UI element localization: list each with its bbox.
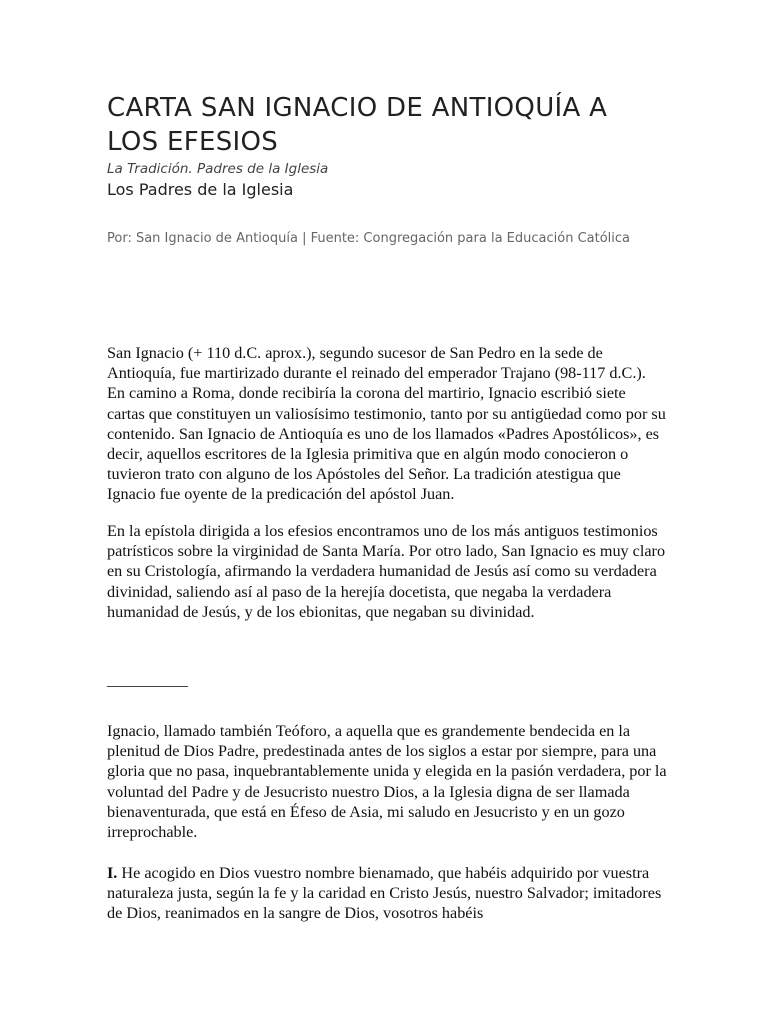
letter-greeting-paragraph: Ignacio, llamado también Teóforo, a aquella que es grandemente bendecida en la plenitud de Dios Padre, predestinada antes de los siglos a estar por siempre, para una gloria que no pasa, inquebrantablemente unida y elegida en la pasión verdadera, por la voluntad del Padre y de Jesucristo nuestro Dios, a la Iglesia digna de ser llamada bienaventurada, que está en Éfeso de Asia, mi saludo en Jesucristo y en un gozo irreprochable. bbox=[107, 722, 667, 842]
intro-paragraph: San Ignacio (+ 110 d.C. aprox.), segundo sucesor de San Pedro en la sede de Antioquía, fue martirizado durante el reinado del emperador Trajano (98-117 d.C.). En camino a Roma, donde recibiría la corona del martirio, Ignacio escribió siete cartas que constituyen un valiosísimo testimonio, tanto por su antigüedad como por su contenido. San Ignacio de Antioquía es uno de los llamados «Padres Apostólicos», es decir, aquellos escritores de la Iglesia primitiva que en algún modo conocieron o tuvieron trato con alguno de los Apóstoles del Señor. La tradición atestigua que Ignacio fue oyente de la predicación del apóstol Juan. bbox=[107, 344, 666, 504]
separator-line: __________ bbox=[107, 671, 188, 689]
intro-paragraph: En la epístola dirigida a los efesios encontramos uno de los más antiguos testimonios patrísticos sobre la virginidad de Santa María. Por otro lado, San Ignacio es muy claro en su Cristología, afirmando la verdadera humanidad de Jesús así como su verdadera divinidad, saliendo así al paso de la herejía docetista, que negaba la verdadera humanidad de Jesús, y de los ebionitas, que negaban su divinidad. bbox=[107, 522, 666, 621]
page-title: CARTA SAN IGNACIO DE ANTIOQUÍA A LOS EFESIOS bbox=[107, 93, 608, 157]
category-link[interactable]: La Tradición. Padres de la Iglesia bbox=[107, 161, 329, 177]
chapter-text: He acogido en Dios vuestro nombre bienamado, que habéis adquirido por vuestra naturaleza justa, según la fe y la caridad en Cristo Jesús, nuestro Salvador; imitadores de Dios, reanimados en la sangre de Dios, vosotros habéis bbox=[107, 864, 662, 923]
chapter-paragraph bbox=[107, 863, 667, 924]
byline: Por: San Ignacio de Antioquía | Fuente: Congregación para la Educación Católica bbox=[107, 231, 631, 246]
chapter-number: I. bbox=[107, 864, 118, 882]
section-heading: Los Padres de la Iglesia bbox=[107, 180, 294, 199]
